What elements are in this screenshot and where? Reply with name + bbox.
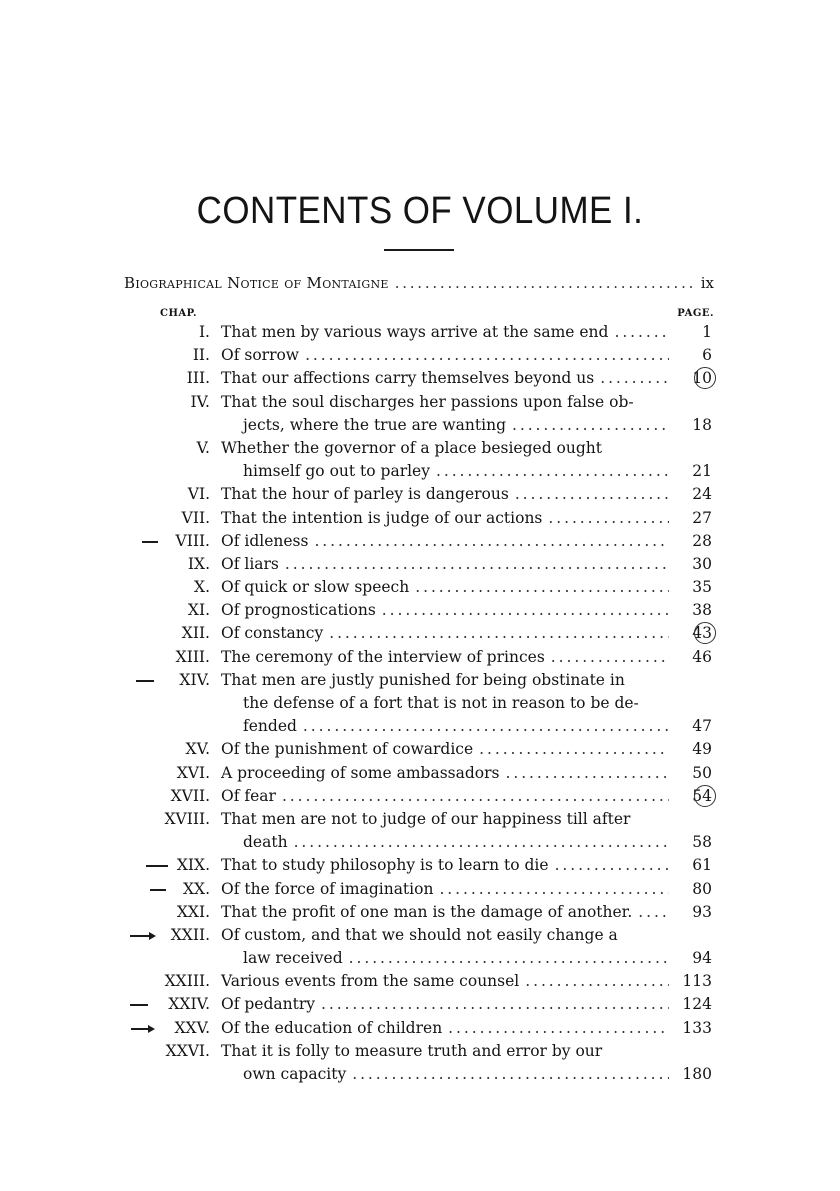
column-header: [160, 308, 714, 319]
chapter-page-number: 133: [682, 1018, 712, 1037]
chapter-line: [0, 993, 840, 1016]
pencil-mark: [131, 1028, 153, 1030]
chapter-line: [0, 947, 840, 970]
leader-dots: [314, 530, 669, 553]
chapter-line: [0, 762, 840, 785]
chapter-page-number: 94: [692, 949, 712, 968]
chapter-entry: [0, 367, 840, 390]
chapter-line: [0, 530, 840, 553]
chapter-line: [0, 738, 840, 761]
chapter-number: III.: [186, 369, 210, 388]
leader-dots: [614, 321, 669, 344]
chapter-line: [0, 553, 840, 576]
pencil-circle: [694, 622, 716, 644]
chapter-entry: [0, 669, 840, 739]
biographical-notice-page: ix: [700, 274, 714, 292]
chapter-title-line: fended: [243, 717, 297, 736]
pencil-mark: [142, 541, 158, 543]
chapter-entry: [0, 437, 840, 483]
chapter-page-number: 49: [692, 740, 712, 759]
pencil-circle: [694, 785, 716, 807]
chapter-number: VII.: [181, 508, 210, 527]
chapter-number: IX.: [187, 554, 210, 573]
chapter-page-number: 54: [692, 786, 712, 805]
chapter-entry: [0, 924, 840, 970]
chapter-entry: [0, 622, 840, 645]
chapter-line: [0, 785, 840, 808]
chapter-number: XXVI.: [165, 1041, 210, 1060]
pencil-mark: [146, 865, 168, 867]
leader-dots: [512, 414, 669, 437]
chapter-number: XVI.: [176, 763, 210, 782]
chapter-page-number: 18: [692, 415, 712, 434]
leader-dots: [294, 831, 669, 854]
chapter-entry: [0, 901, 840, 924]
chapter-title-line: That men by various ways arrive at the same end: [221, 323, 609, 341]
chapter-title-line: jects, where the true are wanting: [243, 415, 506, 434]
chapter-line: [0, 599, 840, 622]
chapter-title-line: Of prognostications: [221, 601, 376, 620]
chapter-number: I.: [198, 323, 210, 341]
leader-dots: [349, 947, 669, 970]
chapter-line: [0, 692, 840, 715]
chapter-title-line: own capacity: [243, 1065, 347, 1083]
leader-dots: [505, 762, 669, 785]
leader-dots: [282, 785, 669, 808]
chapter-page-number: 61: [692, 856, 712, 875]
biographical-notice-entry: [124, 274, 714, 292]
chapter-entry: [0, 321, 840, 344]
chapter-title-line: Of constancy: [221, 624, 324, 643]
chapter-line: [0, 576, 840, 599]
chapter-entry: [0, 646, 840, 669]
chapter-title-line: That it is folly to measure truth and error by our: [221, 1041, 603, 1060]
chapter-line: [0, 391, 840, 414]
pencil-mark: [150, 889, 166, 891]
chapter-title-line: That men are justly punished for being obstinate in: [221, 670, 625, 689]
page-header: PAGE.: [677, 308, 714, 319]
chapter-number: VIII.: [175, 531, 210, 550]
chapter-line: [0, 669, 840, 692]
chapter-line: [0, 367, 840, 390]
leader-dots: [321, 993, 669, 1016]
chapter-title-line: the defense of a fort that is not in reason to be de-: [243, 694, 639, 712]
chapter-title-line: Of fear: [221, 786, 276, 805]
chapter-number: IV.: [190, 392, 210, 411]
leader-dots: [305, 344, 669, 367]
chapter-entry: [0, 599, 840, 622]
biographical-notice-text: Biographical Notice of Montaigne: [124, 274, 389, 292]
chapter-line: [0, 344, 840, 367]
chapter-entry: [0, 878, 840, 901]
chapter-number: XXIV.: [168, 995, 210, 1014]
leader-dots: [303, 715, 669, 738]
chapter-entry: [0, 1017, 840, 1040]
chapter-page-number: 1: [702, 323, 712, 341]
chapter-entry: [0, 576, 840, 599]
chapter-line: [0, 1017, 840, 1040]
leader-dots: [395, 274, 695, 292]
chapter-title-line: death: [243, 833, 288, 852]
pencil-circle: [694, 367, 716, 389]
chapter-page-number: 80: [692, 879, 712, 898]
chapter-title-line: Whether the governor of a place besieged ought: [221, 438, 602, 457]
chapter-line: [0, 646, 840, 669]
chapter-number: XVII.: [170, 786, 210, 805]
chapter-line: [0, 878, 840, 901]
chapter-number: XII.: [181, 624, 210, 643]
chapter-line: [0, 1063, 840, 1086]
chapter-line: [0, 924, 840, 947]
chapter-title-line: Of idleness: [221, 531, 309, 550]
chapter-line: [0, 483, 840, 506]
chapter-line: [0, 321, 840, 344]
chapter-page-number: 30: [692, 554, 712, 573]
chapter-entry: [0, 762, 840, 785]
chapter-page-number: 93: [692, 902, 712, 921]
chapter-entry: [0, 993, 840, 1016]
chapter-title-line: Various events from the same counsel: [221, 972, 520, 991]
chapter-title-line: Of quick or slow speech: [221, 578, 410, 597]
chapter-page-number: 50: [692, 763, 712, 782]
leader-dots: [439, 878, 669, 901]
chapter-title-line: Of liars: [221, 554, 279, 573]
chapter-title-line: That the profit of one man is the damage of another.: [221, 902, 633, 921]
chapter-page-number: 43: [692, 624, 712, 643]
chapter-title-line: law received: [243, 949, 343, 968]
chapter-entry: [0, 507, 840, 530]
chapter-line: [0, 414, 840, 437]
chapter-number: X.: [194, 578, 210, 597]
chapter-page-number: 38: [692, 601, 712, 620]
leader-dots: [515, 483, 669, 506]
leader-dots: [352, 1063, 669, 1086]
chapter-number: XVIII.: [164, 809, 210, 828]
chapter-line: [0, 831, 840, 854]
leader-dots: [382, 599, 669, 622]
chapter-page-number: 6: [702, 346, 712, 365]
chapter-page-number: 47: [692, 717, 712, 736]
chapter-number: XIX.: [176, 856, 210, 875]
chapter-number: XXIII.: [164, 972, 210, 991]
leader-dots: [638, 901, 669, 924]
chapter-line: [0, 1040, 840, 1063]
chapter-entry: [0, 738, 840, 761]
chapter-page-number: 35: [692, 578, 712, 597]
chapter-title-line: Of custom, and that we should not easily change a: [221, 925, 618, 944]
chapter-number: XIII.: [175, 647, 210, 666]
chapter-line: [0, 715, 840, 738]
chapter-page-number: 10: [692, 369, 712, 388]
chapter-title-line: That to study philosophy is to learn to die: [221, 856, 549, 875]
chapter-number: XXII.: [170, 925, 210, 944]
leader-dots: [436, 460, 669, 483]
chapter-number: V.: [196, 438, 210, 457]
pencil-mark: [136, 680, 154, 682]
leader-dots: [329, 622, 669, 645]
chapter-title-line: That the intention is judge of our actions: [221, 508, 543, 527]
leader-dots: [600, 367, 669, 390]
chapter-page-number: 24: [692, 485, 712, 504]
title-rule: [384, 249, 454, 251]
chapter-number: XXV.: [174, 1018, 210, 1037]
leader-dots: [548, 507, 669, 530]
leader-dots: [551, 646, 669, 669]
pencil-mark: [130, 1004, 148, 1006]
chapter-number: XIV.: [179, 670, 210, 689]
chapter-line: [0, 460, 840, 483]
chapter-title-line: Of the punishment of cowardice: [221, 740, 474, 759]
chapter-page-number: 180: [682, 1065, 712, 1083]
chapter-line: [0, 854, 840, 877]
chapter-title-line: That our affections carry themselves beyond us: [221, 369, 595, 388]
leader-dots: [415, 576, 669, 599]
page-title: CONTENTS OF VOLUME I.: [196, 190, 644, 232]
chapter-page-number: 113: [682, 972, 712, 991]
chapter-page-number: 21: [692, 462, 712, 481]
chapter-entry: [0, 785, 840, 808]
chapter-title-line: himself go out to parley: [243, 462, 430, 481]
leader-dots: [448, 1017, 669, 1040]
chapter-entry: [0, 483, 840, 506]
chapter-title-line: That the hour of parley is dangerous: [221, 485, 509, 504]
chapter-title-line: That the soul discharges her passions upon false ob-: [221, 392, 634, 411]
chapter-entry: [0, 854, 840, 877]
chapter-list: [0, 321, 840, 1086]
chapter-entry: [0, 553, 840, 576]
leader-dots: [525, 970, 669, 993]
chapter-page-number: 28: [692, 531, 712, 550]
chapter-number: XV.: [185, 740, 210, 759]
chapter-title-line: Of the education of children: [221, 1018, 443, 1037]
chapter-page-number: 46: [692, 647, 712, 666]
chapter-number: XXI.: [176, 902, 210, 921]
chap-header: CHAP.: [160, 308, 198, 319]
chapter-title-line: Of pedantry: [221, 995, 316, 1014]
leader-dots: [555, 854, 669, 877]
chapter-page-number: 27: [692, 508, 712, 527]
leader-dots: [479, 738, 669, 761]
chapter-line: [0, 970, 840, 993]
chapter-line: [0, 901, 840, 924]
chapter-entry: [0, 391, 840, 437]
pencil-mark: [130, 935, 154, 937]
chapter-entry: [0, 970, 840, 993]
chapter-entry: [0, 344, 840, 367]
chapter-title-line: That men are not to judge of our happiness till after: [221, 809, 631, 828]
chapter-entry: [0, 530, 840, 553]
chapter-title-line: The ceremony of the interview of princes: [221, 647, 545, 666]
chapter-entry: [0, 808, 840, 854]
chapter-title-line: Of sorrow: [221, 346, 300, 365]
chapter-line: [0, 622, 840, 645]
chapter-number: VI.: [187, 485, 210, 504]
chapter-page-number: 124: [682, 995, 712, 1014]
chapter-line: [0, 507, 840, 530]
chapter-entry: [0, 1040, 840, 1086]
chapter-number: XX.: [183, 879, 210, 898]
chapter-title-line: A proceeding of some ambassadors: [221, 763, 500, 782]
chapter-number: XI.: [187, 601, 210, 620]
chapter-line: [0, 437, 840, 460]
chapter-line: [0, 808, 840, 831]
chapter-page-number: 58: [692, 833, 712, 852]
chapter-title-line: Of the force of imagination: [221, 879, 434, 898]
chapter-number: II.: [192, 346, 210, 365]
leader-dots: [285, 553, 669, 576]
